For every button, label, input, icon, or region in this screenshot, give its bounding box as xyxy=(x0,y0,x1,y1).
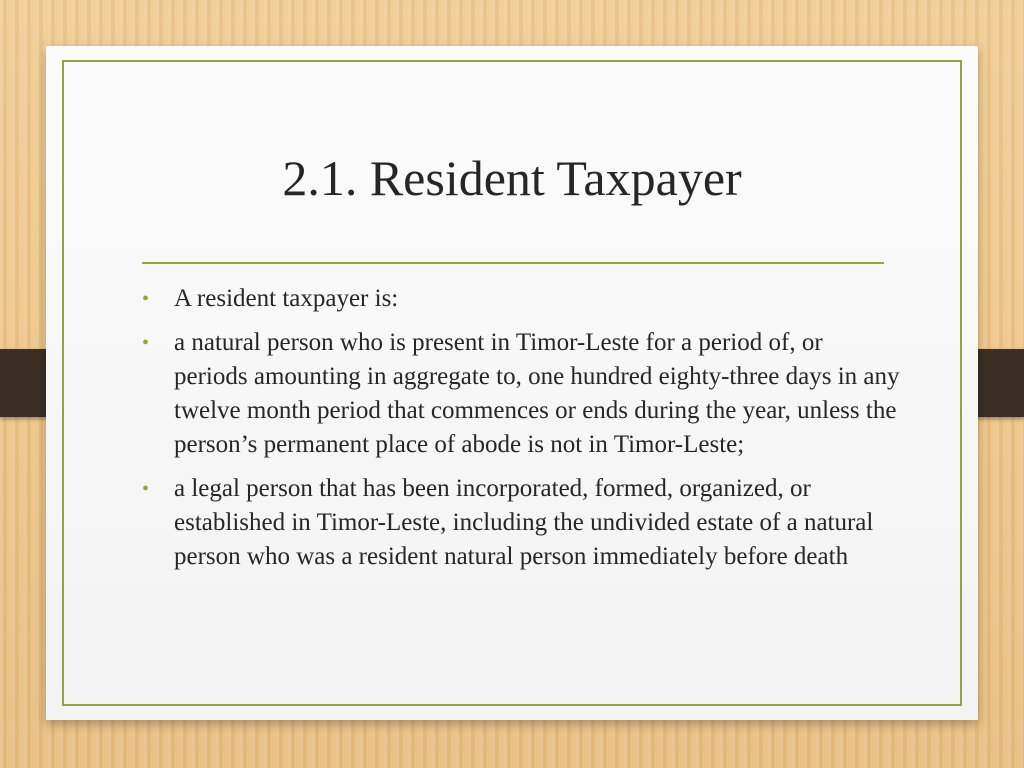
slide-title: 2.1. Resident Taxpayer xyxy=(282,150,742,206)
bullet-text: a natural person who is present in Timor-Leste for a period of, or periods amounting in aggregate to, one hundred eighty-three days in any twelve month period that commences or ends during the year, unless the person’s permanent place of abode is not in Timor-Leste; xyxy=(174,329,900,458)
bullet-text: a legal person that has been incorporated, formed, organized, or established in Timor-Leste, including the undivided estate of a natural person who was a resident natural person immediately before death xyxy=(174,475,874,570)
bullet-icon: • xyxy=(142,288,150,310)
title-divider xyxy=(142,262,884,264)
bullet-list xyxy=(142,282,902,584)
bullet-icon: • xyxy=(142,478,150,500)
bullet-icon: • xyxy=(142,332,150,354)
slide-paper xyxy=(46,46,978,720)
bullet-item xyxy=(142,282,902,316)
bullet-item xyxy=(142,326,902,462)
bullet-item xyxy=(142,472,902,574)
bullet-text: A resident taxpayer is: xyxy=(174,285,399,312)
